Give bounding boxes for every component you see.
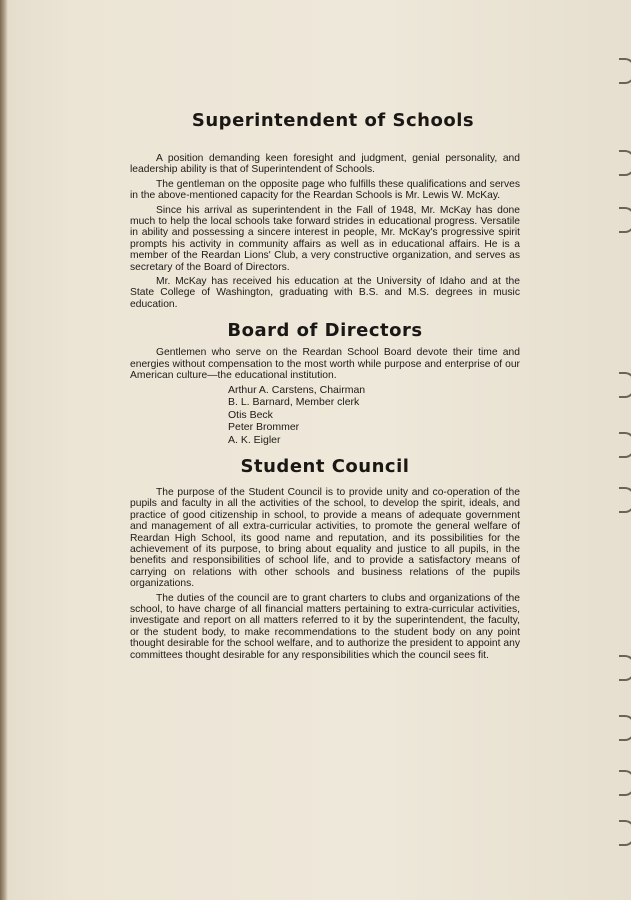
board-heading: Board of Directors <box>227 320 423 342</box>
superintendent-paragraph: The gentleman on the opposite page who fulfills these qualifications and serves in the above-mentioned capacity for the Reardan Schools is Mr. Lewis W. McKay. <box>130 178 520 202</box>
superintendent-heading: Superintendent of Schools <box>191 110 475 131</box>
binder-ring <box>619 207 631 233</box>
student-council-paragraph: The duties of the council are to grant charters to clubs and organizations of the school, to have charge of all financial matters pertaining to extra-curricular activities, investigate and report on all matters referred to it by the superintendent, the faculty, or the student body, to make recommendations to the student body on any point thought desirable for the school welfare, and to authorize the president to appoint any committees thought desirable for any responsibilities which the council sees fit. <box>130 592 520 661</box>
page-binding-edge <box>0 0 8 900</box>
board-member: A. K. Eigler <box>228 433 281 446</box>
binder-ring <box>619 655 631 681</box>
binder-ring <box>619 150 631 176</box>
board-member: Peter Brommer <box>228 421 300 433</box>
binder-ring <box>619 770 631 796</box>
board-member-list <box>228 384 520 447</box>
board-intro: Gentlemen who serve on the Reardan School Board devote their time and energies without compensation to the most worth while purpose and enterprise of our American culture—the educational institution. <box>130 347 520 382</box>
binder-ring <box>619 487 631 513</box>
board-member: B. L. Barnard, Member clerk <box>228 396 360 408</box>
binder-ring <box>619 820 631 846</box>
superintendent-paragraph: Mr. McKay has received his education at the University of Idaho and at the State College of Washington, graduating with B.S. and M.S. degrees in music education. <box>130 276 520 310</box>
binder-ring <box>619 372 631 398</box>
page-content <box>130 110 520 661</box>
student-council-heading: Student Council <box>240 456 410 477</box>
superintendent-paragraph: Since his arrival as superintendent in the Fall of 1948, Mr. McKay has done much to help the local schools take forward strides in educational progress. Versatile in ability and possessing a sincere interest in people, Mr. McKay's progressive spirit prompts his activity in community affairs as well as in educational affairs. He is a member of the Reardan Lions' Club, a very constructive organization, and serves as secretary of the Board of Directors. <box>130 204 520 273</box>
binder-ring <box>619 58 631 84</box>
superintendent-paragraph: A position demanding keen foresight and judgment, genial personality, and leadership ability is that of Superintendent of Schools. <box>130 153 520 176</box>
binder-ring <box>619 715 631 741</box>
binder-ring <box>619 432 631 458</box>
board-member: Otis Beck <box>228 408 273 421</box>
board-member: Arthur A. Carstens, Chairman <box>228 383 366 396</box>
student-council-paragraph: The purpose of the Student Council is to provide unity and co-operation of the pupils and faculty in all the activities of the school, to develop the spirit, ideals, and practice of good citizenship in school, to provide a means of adequate government and management of all extra-curricular activities, to promote the general welfare of Reardan High School, its good name and reputation, and its possibilities for the achievement of its purpose, to bring about equality and justice to all pupils, in the benefits and responsibilities of school life, and to provide a satisfactory means of carrying on relations with other schools and business relations of the pupils organizations. <box>130 487 520 590</box>
